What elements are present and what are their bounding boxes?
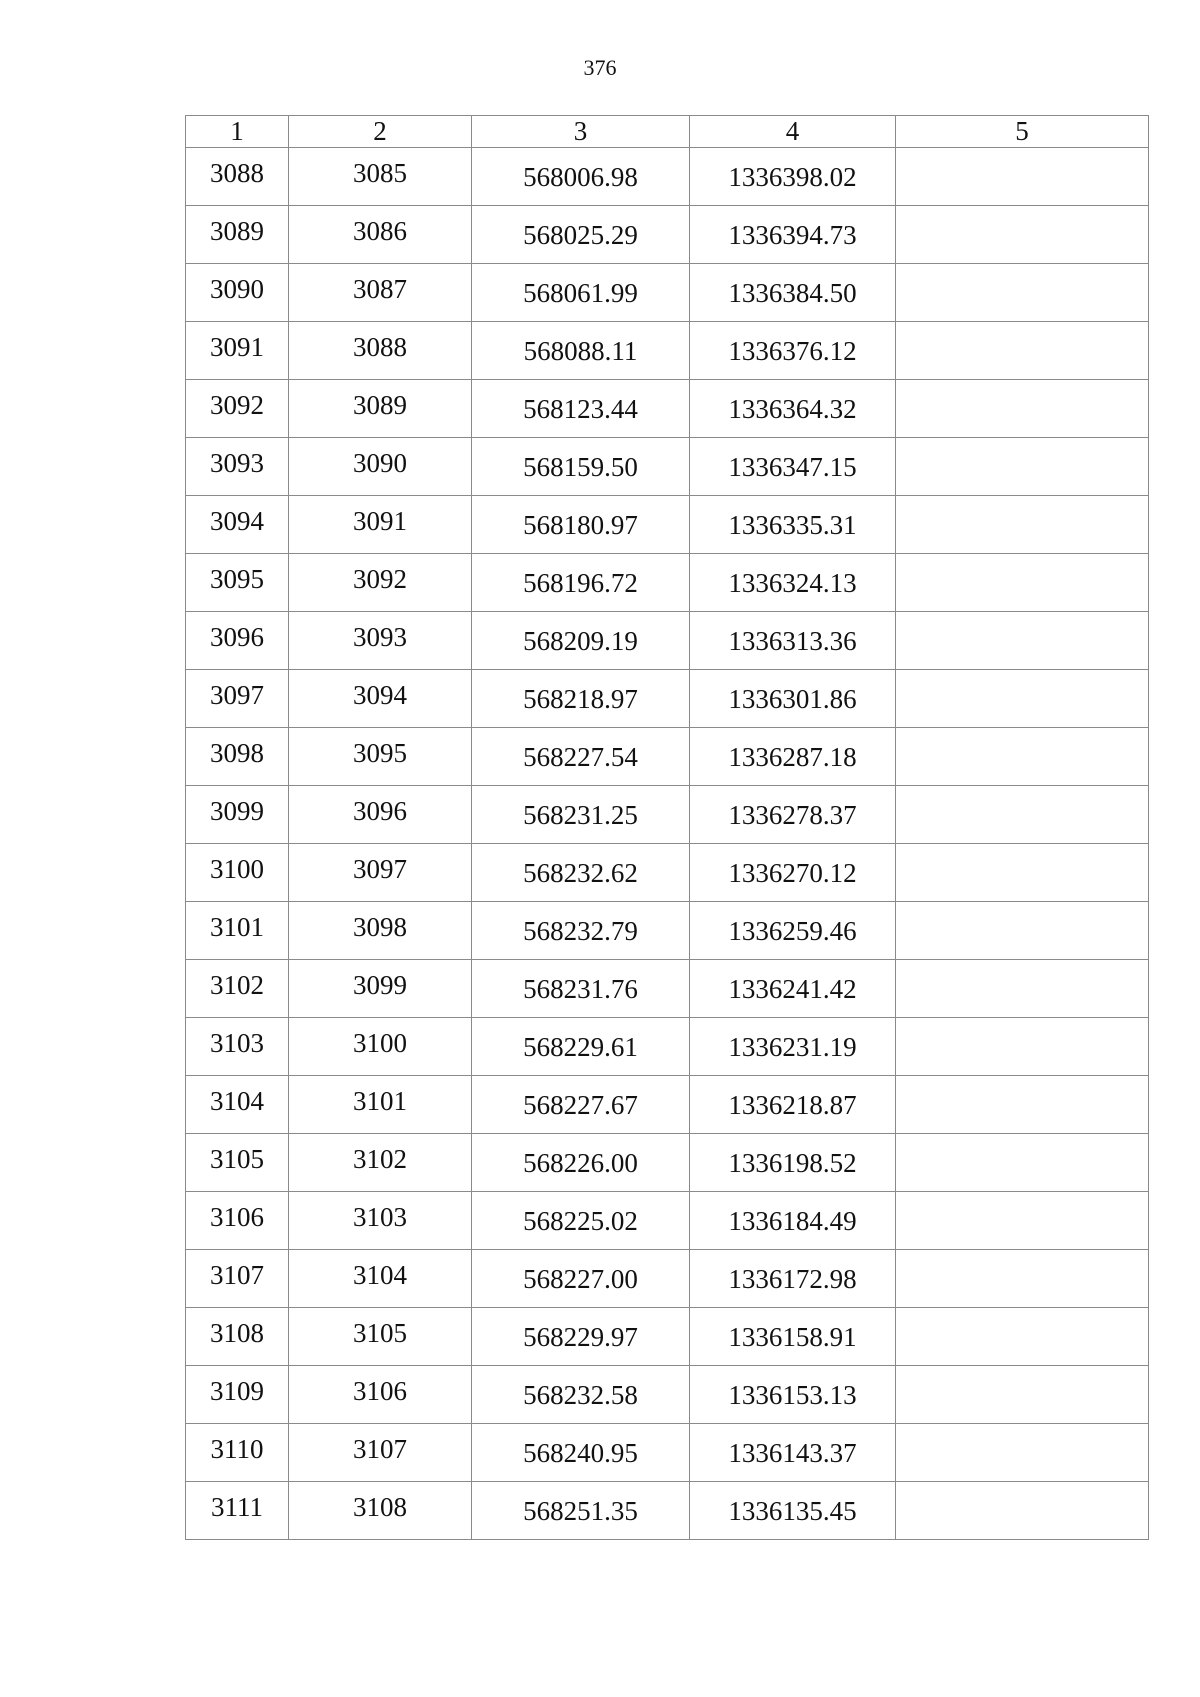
cell-text: 568159.50 <box>523 452 638 482</box>
cell-text: 568232.79 <box>523 916 638 946</box>
x-coordinate-cell <box>472 554 690 612</box>
table-row <box>186 554 1149 612</box>
cell-text: 3089 <box>353 390 407 420</box>
x-coordinate-cell <box>472 1308 690 1366</box>
x-coordinate-cell <box>472 1134 690 1192</box>
x-coordinate-cell <box>472 786 690 844</box>
y-coordinate-cell <box>690 1076 896 1134</box>
table-row <box>186 380 1149 438</box>
cell-text: 3093 <box>353 622 407 652</box>
y-coordinate-cell <box>690 960 896 1018</box>
y-coordinate-cell <box>690 1192 896 1250</box>
cell-text: 1336287.18 <box>728 742 857 772</box>
cell-text: 1336231.19 <box>728 1032 857 1062</box>
cell-text: 3100 <box>210 854 264 884</box>
prev-point-number-cell <box>289 1482 472 1540</box>
y-coordinate-cell <box>690 264 896 322</box>
cell-text <box>896 1424 1148 1438</box>
cell-text: 3098 <box>353 912 407 942</box>
point-number-cell <box>186 1192 289 1250</box>
x-coordinate-cell <box>472 438 690 496</box>
cell-text: 1336172.98 <box>728 1264 857 1294</box>
note-cell <box>896 1134 1149 1192</box>
cell-text: 568226.00 <box>523 1148 638 1178</box>
cell-text: 3099 <box>353 970 407 1000</box>
cell-text: 3098 <box>210 738 264 768</box>
cell-text: 3092 <box>353 564 407 594</box>
cell-text <box>896 728 1148 742</box>
y-coordinate-cell <box>690 902 896 960</box>
cell-text: 1336324.13 <box>728 568 857 598</box>
x-coordinate-cell <box>472 496 690 554</box>
cell-text: 3107 <box>353 1434 407 1464</box>
cell-text: 3102 <box>353 1144 407 1174</box>
table-row <box>186 612 1149 670</box>
table-row <box>186 1366 1149 1424</box>
point-number-cell <box>186 264 289 322</box>
column-header: 5 <box>896 116 1149 148</box>
column-header: 1 <box>186 116 289 148</box>
table-row <box>186 496 1149 554</box>
point-number-cell <box>186 1424 289 1482</box>
table-row <box>186 960 1149 1018</box>
prev-point-number-cell <box>289 380 472 438</box>
cell-text: 1336394.73 <box>728 220 857 250</box>
point-number-cell <box>186 438 289 496</box>
cell-text <box>896 148 1148 162</box>
prev-point-number-cell <box>289 1424 472 1482</box>
cell-text <box>896 1482 1148 1496</box>
cell-text: 1336384.50 <box>728 278 857 308</box>
note-cell <box>896 1366 1149 1424</box>
column-header: 3 <box>472 116 690 148</box>
point-number-cell <box>186 1076 289 1134</box>
cell-text: 3103 <box>353 1202 407 1232</box>
cell-text <box>896 844 1148 858</box>
note-cell <box>896 1018 1149 1076</box>
cell-text <box>896 1366 1148 1380</box>
table-row <box>186 1424 1149 1482</box>
prev-point-number-cell <box>289 1192 472 1250</box>
cell-text: 568196.72 <box>523 568 638 598</box>
cell-text: 3095 <box>353 738 407 768</box>
cell-text <box>896 1308 1148 1322</box>
cell-text: 3100 <box>353 1028 407 1058</box>
prev-point-number-cell <box>289 844 472 902</box>
cell-text: 568227.54 <box>523 742 638 772</box>
cell-text: 1336335.31 <box>728 510 857 540</box>
note-cell <box>896 960 1149 1018</box>
point-number-cell <box>186 1134 289 1192</box>
point-number-cell <box>186 322 289 380</box>
table-row <box>186 1250 1149 1308</box>
cell-text: 568231.25 <box>523 800 638 830</box>
note-cell <box>896 728 1149 786</box>
y-coordinate-cell <box>690 844 896 902</box>
cell-text <box>896 1018 1148 1032</box>
cell-text: 568123.44 <box>523 394 638 424</box>
cell-text: 3091 <box>210 332 264 362</box>
cell-text: 3096 <box>353 796 407 826</box>
cell-text <box>896 902 1148 916</box>
cell-text: 3105 <box>210 1144 264 1174</box>
table-row <box>186 670 1149 728</box>
cell-text: 3097 <box>353 854 407 884</box>
prev-point-number-cell <box>289 1308 472 1366</box>
point-number-cell <box>186 902 289 960</box>
x-coordinate-cell <box>472 1424 690 1482</box>
y-coordinate-cell <box>690 206 896 264</box>
note-cell <box>896 670 1149 728</box>
point-number-cell <box>186 554 289 612</box>
point-number-cell <box>186 1018 289 1076</box>
cell-text <box>896 206 1148 220</box>
cell-text: 1336398.02 <box>728 162 857 192</box>
table-row <box>186 1076 1149 1134</box>
point-number-cell <box>186 1250 289 1308</box>
cell-text: 3110 <box>210 1434 264 1464</box>
note-cell <box>896 612 1149 670</box>
table-row <box>186 1482 1149 1540</box>
note-cell <box>896 1076 1149 1134</box>
cell-text: 1336301.86 <box>728 684 857 714</box>
cell-text <box>896 380 1148 394</box>
point-number-cell <box>186 728 289 786</box>
y-coordinate-cell <box>690 554 896 612</box>
prev-point-number-cell <box>289 206 472 264</box>
prev-point-number-cell <box>289 1250 472 1308</box>
note-cell <box>896 148 1149 206</box>
cell-text: 3088 <box>210 158 264 188</box>
table-row <box>186 1018 1149 1076</box>
cell-text: 568006.98 <box>523 162 638 192</box>
prev-point-number-cell <box>289 960 472 1018</box>
x-coordinate-cell <box>472 1018 690 1076</box>
y-coordinate-cell <box>690 438 896 496</box>
cell-text: 568251.35 <box>523 1496 638 1526</box>
note-cell <box>896 1482 1149 1540</box>
cell-text <box>896 960 1148 974</box>
point-number-cell <box>186 148 289 206</box>
cell-text: 568180.97 <box>523 510 638 540</box>
note-cell <box>896 438 1149 496</box>
note-cell <box>896 322 1149 380</box>
coordinates-table <box>185 115 1149 1540</box>
note-cell <box>896 902 1149 960</box>
point-number-cell <box>186 786 289 844</box>
column-header: 2 <box>289 116 472 148</box>
note-cell <box>896 844 1149 902</box>
x-coordinate-cell <box>472 1250 690 1308</box>
y-coordinate-cell <box>690 1366 896 1424</box>
cell-text: 3090 <box>353 448 407 478</box>
table-body <box>186 116 1149 1540</box>
prev-point-number-cell <box>289 264 472 322</box>
note-cell <box>896 786 1149 844</box>
cell-text: 568218.97 <box>523 684 638 714</box>
cell-text <box>896 554 1148 568</box>
y-coordinate-cell <box>690 1482 896 1540</box>
x-coordinate-cell <box>472 1482 690 1540</box>
cell-text: 3107 <box>210 1260 264 1290</box>
cell-text: 568227.00 <box>523 1264 638 1294</box>
point-number-cell <box>186 1308 289 1366</box>
prev-point-number-cell <box>289 902 472 960</box>
cell-text: 1336135.45 <box>728 1496 857 1526</box>
cell-text: 1336313.36 <box>728 626 857 656</box>
cell-text <box>896 264 1148 278</box>
cell-text: 568061.99 <box>523 278 638 308</box>
cell-text: 568232.58 <box>523 1380 638 1410</box>
table-row <box>186 1308 1149 1366</box>
y-coordinate-cell <box>690 786 896 844</box>
note-cell <box>896 206 1149 264</box>
header-row <box>186 116 1149 148</box>
prev-point-number-cell <box>289 786 472 844</box>
y-coordinate-cell <box>690 496 896 554</box>
cell-text <box>896 496 1148 510</box>
cell-text <box>896 322 1148 336</box>
point-number-cell <box>186 612 289 670</box>
note-cell <box>896 1192 1149 1250</box>
cell-text <box>896 670 1148 684</box>
note-cell <box>896 554 1149 612</box>
cell-text <box>896 1192 1148 1206</box>
cell-text: 1336270.12 <box>728 858 857 888</box>
table-row <box>186 206 1149 264</box>
x-coordinate-cell <box>472 960 690 1018</box>
x-coordinate-cell <box>472 264 690 322</box>
prev-point-number-cell <box>289 1134 472 1192</box>
prev-point-number-cell <box>289 670 472 728</box>
y-coordinate-cell <box>690 1134 896 1192</box>
cell-text: 3101 <box>210 912 264 942</box>
prev-point-number-cell <box>289 554 472 612</box>
cell-text: 568225.02 <box>523 1206 638 1236</box>
cell-text <box>896 1134 1148 1148</box>
cell-text: 3091 <box>353 506 407 536</box>
point-number-cell <box>186 1366 289 1424</box>
prev-point-number-cell <box>289 728 472 786</box>
y-coordinate-cell <box>690 670 896 728</box>
note-cell <box>896 496 1149 554</box>
cell-text: 3095 <box>210 564 264 594</box>
table-row <box>186 322 1149 380</box>
cell-text: 3094 <box>210 506 264 536</box>
cell-text: 3085 <box>353 158 407 188</box>
cell-text: 3096 <box>210 622 264 652</box>
cell-text: 1336241.42 <box>728 974 857 1004</box>
point-number-cell <box>186 206 289 264</box>
cell-text: 1336347.15 <box>728 452 857 482</box>
cell-text: 3109 <box>210 1376 264 1406</box>
cell-text: 568088.11 <box>523 336 638 366</box>
point-number-cell <box>186 496 289 554</box>
x-coordinate-cell <box>472 1076 690 1134</box>
table-row <box>186 902 1149 960</box>
x-coordinate-cell <box>472 902 690 960</box>
table-row <box>186 148 1149 206</box>
point-number-cell <box>186 844 289 902</box>
table-row <box>186 264 1149 322</box>
cell-text: 3104 <box>210 1086 264 1116</box>
note-cell <box>896 380 1149 438</box>
note-cell <box>896 1250 1149 1308</box>
cell-text: 3105 <box>353 1318 407 1348</box>
cell-text <box>896 612 1148 626</box>
y-coordinate-cell <box>690 148 896 206</box>
cell-text: 3108 <box>210 1318 264 1348</box>
y-coordinate-cell <box>690 1250 896 1308</box>
cell-text: 3097 <box>210 680 264 710</box>
prev-point-number-cell <box>289 612 472 670</box>
cell-text <box>896 1076 1148 1090</box>
y-coordinate-cell <box>690 322 896 380</box>
cell-text: 3108 <box>353 1492 407 1522</box>
x-coordinate-cell <box>472 844 690 902</box>
point-number-cell <box>186 380 289 438</box>
note-cell <box>896 264 1149 322</box>
cell-text: 3099 <box>210 796 264 826</box>
y-coordinate-cell <box>690 1018 896 1076</box>
cell-text: 568232.62 <box>523 858 638 888</box>
x-coordinate-cell <box>472 322 690 380</box>
point-number-cell <box>186 1482 289 1540</box>
cell-text: 1336158.91 <box>728 1322 857 1352</box>
cell-text: 3092 <box>210 390 264 420</box>
cell-text <box>896 1250 1148 1264</box>
cell-text: 568229.61 <box>523 1032 638 1062</box>
cell-text: 3088 <box>353 332 407 362</box>
cell-text: 568229.97 <box>523 1322 638 1352</box>
x-coordinate-cell <box>472 670 690 728</box>
cell-text: 1336364.32 <box>728 394 857 424</box>
table-row <box>186 844 1149 902</box>
cell-text: 3090 <box>210 274 264 304</box>
column-header: 4 <box>690 116 896 148</box>
cell-text: 3103 <box>210 1028 264 1058</box>
cell-text: 568231.76 <box>523 974 638 1004</box>
point-number-cell <box>186 960 289 1018</box>
y-coordinate-cell <box>690 1424 896 1482</box>
cell-text: 3104 <box>353 1260 407 1290</box>
cell-text: 1336278.37 <box>728 800 857 830</box>
x-coordinate-cell <box>472 1192 690 1250</box>
y-coordinate-cell <box>690 1308 896 1366</box>
cell-text: 3089 <box>210 216 264 246</box>
y-coordinate-cell <box>690 728 896 786</box>
cell-text: 1336218.87 <box>728 1090 857 1120</box>
cell-text: 1336184.49 <box>728 1206 857 1236</box>
table-row <box>186 786 1149 844</box>
table-row <box>186 728 1149 786</box>
cell-text <box>896 438 1148 452</box>
x-coordinate-cell <box>472 728 690 786</box>
cell-text: 1336153.13 <box>728 1380 857 1410</box>
x-coordinate-cell <box>472 148 690 206</box>
x-coordinate-cell <box>472 380 690 438</box>
prev-point-number-cell <box>289 496 472 554</box>
prev-point-number-cell <box>289 1076 472 1134</box>
table-row <box>186 1134 1149 1192</box>
cell-text: 568240.95 <box>523 1438 638 1468</box>
note-cell <box>896 1424 1149 1482</box>
prev-point-number-cell <box>289 1366 472 1424</box>
y-coordinate-cell <box>690 612 896 670</box>
prev-point-number-cell <box>289 438 472 496</box>
cell-text <box>896 786 1148 800</box>
y-coordinate-cell <box>690 380 896 438</box>
cell-text: 1336259.46 <box>728 916 857 946</box>
point-number-cell <box>186 670 289 728</box>
cell-text: 3087 <box>353 274 407 304</box>
cell-text: 3102 <box>210 970 264 1000</box>
table-row <box>186 1192 1149 1250</box>
x-coordinate-cell <box>472 1366 690 1424</box>
cell-text: 1336376.12 <box>728 336 857 366</box>
table-row <box>186 438 1149 496</box>
x-coordinate-cell <box>472 612 690 670</box>
cell-text: 1336143.37 <box>728 1438 857 1468</box>
prev-point-number-cell <box>289 322 472 380</box>
cell-text: 3111 <box>211 1492 263 1522</box>
cell-text: 568227.67 <box>523 1090 638 1120</box>
cell-text: 3101 <box>353 1086 407 1116</box>
cell-text: 3106 <box>353 1376 407 1406</box>
cell-text: 3094 <box>353 680 407 710</box>
page-number: 376 <box>583 55 617 80</box>
cell-text: 568025.29 <box>523 220 638 250</box>
cell-text: 3106 <box>210 1202 264 1232</box>
cell-text: 1336198.52 <box>728 1148 857 1178</box>
cell-text: 568209.19 <box>523 626 638 656</box>
x-coordinate-cell <box>472 206 690 264</box>
prev-point-number-cell <box>289 148 472 206</box>
cell-text: 3086 <box>353 216 407 246</box>
prev-point-number-cell <box>289 1018 472 1076</box>
cell-text: 3093 <box>210 448 264 478</box>
note-cell <box>896 1308 1149 1366</box>
